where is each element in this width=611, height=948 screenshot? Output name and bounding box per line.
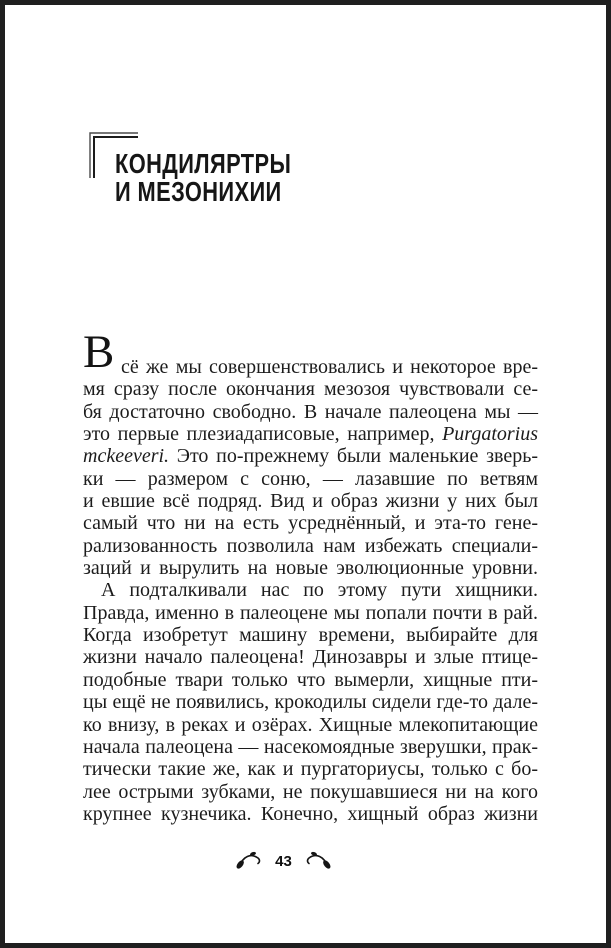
text-line: лее острыми зубками, не покушавшиеся ни на кого	[83, 780, 538, 803]
text-line	[83, 326, 538, 378]
text-line: начала палеоцена — насекомоядные зверушки, прак-	[83, 735, 538, 758]
chapter-title	[115, 150, 291, 206]
leaf-twig-icon	[236, 850, 262, 872]
text-line: подобные твари только что вымерли, хищные пти-	[83, 668, 538, 691]
text-line: Правда, именно в палеоцене мы попали почти в рай.	[83, 601, 538, 624]
text-line: ки — размером с соню, — лазавшие по ветвям	[83, 467, 538, 490]
page-number: 43	[275, 852, 292, 870]
drop-cap: В	[83, 326, 115, 378]
text-line: это первые плезиадаписовые, например, Purgatorius	[83, 423, 538, 446]
text-line: заций и вырулить на новые эволюционные уровни.	[83, 557, 538, 580]
text-line: бя достаточно свободно. В начале палеоцена мы —	[83, 400, 538, 423]
text-line-content: сё же мы совершенствовались и некоторое вре-	[121, 356, 538, 378]
text-line: mckeeveri. Это по-прежнему были маленькие зверь-	[83, 445, 538, 468]
text-line: Когда изобретут машину времени, выбирайте для	[83, 624, 538, 647]
text-line: мя сразу после окончания мезозоя чувствовали се-	[83, 378, 538, 401]
text-line: самый что ни на есть усреднённый, и эта-то гене-	[83, 512, 538, 535]
text-line-paragraph-start: А подталкивали нас по этому пути хищники.	[101, 579, 538, 602]
chapter-title-line1: КОНДИЛЯРТРЫ	[115, 148, 292, 179]
leaf-twig-icon	[305, 850, 331, 872]
text-line: жизни начало палеоцена! Динозавры и злые птице-	[83, 646, 538, 669]
text-line: рализованность позволила нам избежать специали-	[83, 534, 538, 557]
text-line: тически такие же, как и пургаториусы, только с бо-	[83, 758, 538, 781]
text-line: цы ещё не появились, крокодилы сидели где-то дале-	[83, 691, 538, 714]
text-line: и евшие всё подряд. Вид и образ жизни у них был	[83, 490, 538, 513]
body-text	[83, 326, 538, 825]
text-line: ко внизу, в реках и озёрах. Хищные млекопитающие	[83, 713, 538, 736]
page-footer	[0, 850, 584, 872]
chapter-title-line2: И МЕЗОНИХИИ	[115, 176, 282, 207]
text-line: крупнее кузнечика. Конечно, хищный образ жизни	[83, 802, 538, 825]
